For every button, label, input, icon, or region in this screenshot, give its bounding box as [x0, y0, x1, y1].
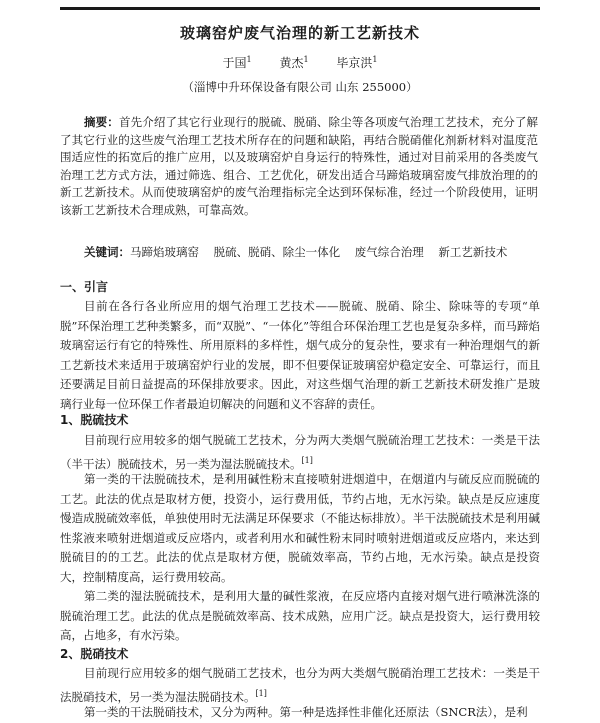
- citation: [1]: [301, 455, 313, 465]
- keywords-label: 关键词：: [84, 245, 130, 259]
- section-heading-desulfurization: 1、脱硫技术: [60, 413, 129, 427]
- intro-paragraph: 目前在各行各业所应用的烟气治理工艺技术——脱硫、脱硝、除尘、除味等的专项“单脱”环保治理工艺种类繁多，而“双脱”、“一体化”等组合环保治理工艺也是复杂多样，而马蹄焰玻璃窑运行有它的特殊性、所用原料的多样性，烟气成分的复杂性，要求有一种治理烟气的新工艺新技术来适用于玻璃窑炉行业的发展，即不但要保证玻璃窑炉稳定安全、可靠运行，而且还要满足目前日益提高的环保排放要求。因此，对这些烟气治理的新工艺新技术研发推广是玻璃行业每一位环保工作者最迫切解决的问题和义不容辞的责任。: [60, 299, 540, 411]
- author-list: [0, 54, 600, 71]
- denitrification-intro: 目前现行应用较多的烟气脱硝工艺技术，也分为两大类烟气脱硝治理工艺技术：一类是干法脱硝技术，另一类为湿法脱硝技术。[1]: [60, 666, 540, 704]
- abstract-label: 摘要：: [84, 115, 119, 129]
- paper-title: 玻璃窑炉废气治理的新工艺新技术: [179, 24, 420, 42]
- wet-desulfurization-paragraph: 第二类的湿法脱硫技术，是利用大量的碱性浆液，在反应塔内直接对烟气进行喷淋洗涤的脱硫治理工艺。此法的优点是脱硫效率高、技术成熟，应用广泛。缺点是投资大，运行费用较高，占地多，有水污染。: [60, 589, 540, 642]
- abstract: [60, 114, 538, 219]
- keywords: [84, 244, 554, 260]
- header-rule: [60, 7, 540, 10]
- author: 黄杰$^1$: [279, 55, 309, 70]
- section-heading-intro: 一、引言: [60, 280, 109, 294]
- abstract-text: 首先介绍了其它行业现行的脱硫、脱硝、除尘等各项废气治理工艺技术，充分了解了其它行业的这些废气治理工艺技术所存在的问题和缺陷，再结合脱硝催化剂新材料对温度范围适应性的拓宽后的推广应用，以及玻璃窑炉自身运行的特殊性，通过对目前采用的各类废气治理工艺方式方法，通过筛选、组合、工艺优化，研发出适合马蹄焰玻璃窑废气排放治理的的新工艺新技术。从而使玻璃窑炉的废气治理指标完全达到环保标准，经过一个阶段使用，证明该新工艺新技术合理成熟，可靠高效。: [60, 115, 538, 217]
- affiliation: （淄博中升环保设备有限公司 山东 255000）: [182, 80, 418, 94]
- section-heading-denitrification: 2、脱硝技术: [60, 647, 129, 661]
- author: 毕京洪$^1$: [336, 55, 378, 70]
- keywords-text: 马蹄焰玻璃窑 脱硫、脱硝、除尘一体化 废气综合治理 新工艺新技术: [130, 245, 508, 259]
- desulfurization-intro: 目前现行应用较多的烟气脱硫工艺技术，分为两大类烟气脱硫治理工艺技术：一类是干法（半干法）脱硫技术，另一类为湿法脱硫技术。[1]: [60, 433, 540, 471]
- citation: [1]: [255, 688, 267, 698]
- author: 于国$^1$: [222, 55, 252, 70]
- dry-desulfurization-paragraph: 第一类的干法脱硫技术，是利用碱性粉末直接喷射进烟道中，在烟道内与硫反应而脱硫的工艺。此法的优点是取材方便，投资小，运行费用低，节约占地，无水污染。缺点是反应速度慢造成脱硫效率低，单独使用时无法满足环保要求（不能达标排放）。半干法脱硫技术是利用碱性浆液来喷射进烟道或反应塔内，或者利用水和碱性粉末同时喷射进烟道或反应塔内，来达到脱硫目的的工艺。此法的优点是取材方便，脱硫效率高，节约占地，无水污染。缺点是投资大，控制精度高，运行费用较高。: [60, 472, 540, 584]
- denitrification-first-paragraph: 第一类的干法脱硝技术，又分为两种。第一种是选择性非催化还原法（SNCR法），是利: [84, 705, 528, 719]
